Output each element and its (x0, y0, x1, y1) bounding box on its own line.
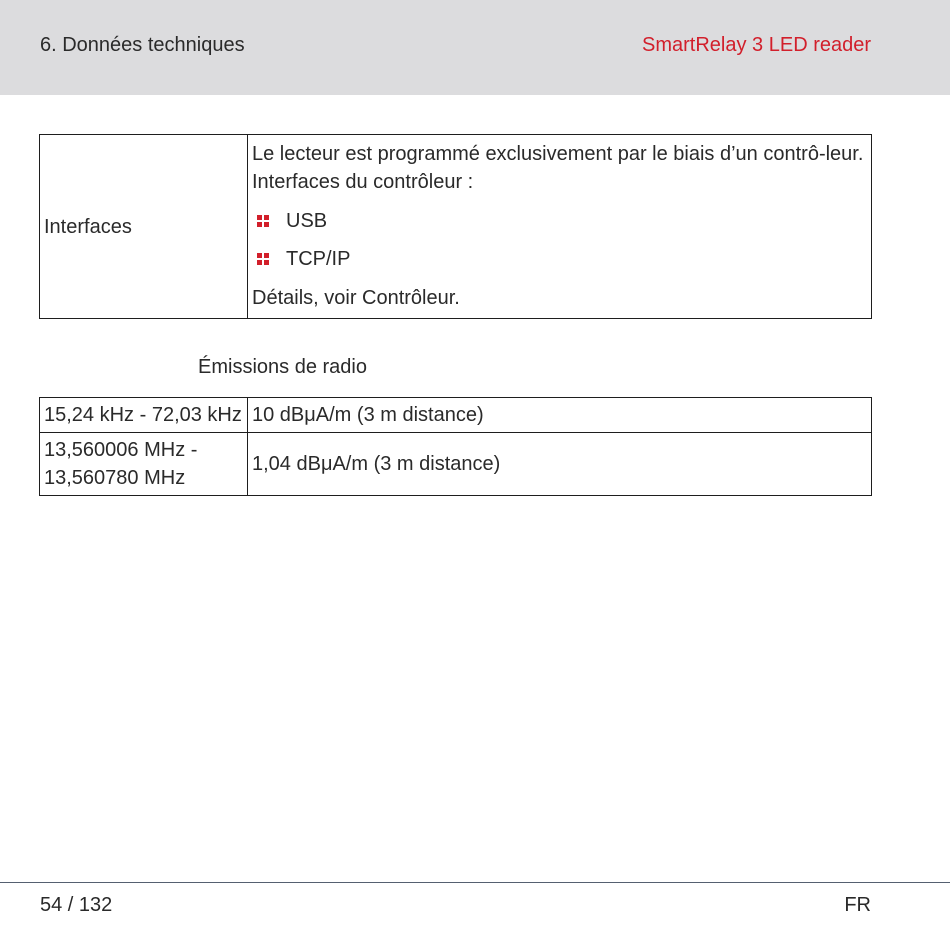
list-item (252, 202, 867, 240)
list-item (252, 240, 867, 278)
frequency-cell: 13,560006 MHz - 13,560780 MHz (40, 433, 248, 496)
page-number: 54 / 132 (40, 894, 113, 916)
interface-tcpip: TCP/IP (286, 248, 351, 270)
red-square-bullet-icon (257, 215, 269, 227)
table-row (40, 398, 872, 433)
interfaces-note: Détails, voir Contrôleur. (252, 287, 460, 309)
section-title: 6. Données techniques (40, 34, 245, 56)
product-name: SmartRelay 3 LED reader (642, 34, 871, 56)
interfaces-label: Interfaces (40, 135, 248, 319)
language-code: FR (844, 894, 871, 916)
emission-value-cell: 1,04 dBμA/m (3 m distance) (248, 433, 872, 496)
interfaces-list (252, 202, 867, 278)
footer-divider (0, 882, 950, 883)
interfaces-table (39, 134, 872, 319)
page-header (0, 0, 950, 95)
radio-emissions-table (39, 397, 872, 496)
emission-value-cell: 10 dBμA/m (3 m distance) (248, 398, 872, 433)
interface-usb: USB (286, 210, 328, 232)
interfaces-intro: Le lecteur est programmé exclusivement par le biais d’un contrô-leur. Interfaces du contrôleur : (252, 143, 864, 193)
table-row (40, 433, 872, 496)
radio-emissions-caption: Émissions de radio (198, 356, 367, 378)
table-row (40, 135, 872, 319)
red-square-bullet-icon (257, 253, 269, 265)
interfaces-content (248, 135, 872, 319)
frequency-cell: 15,24 kHz - 72,03 kHz (40, 398, 248, 433)
